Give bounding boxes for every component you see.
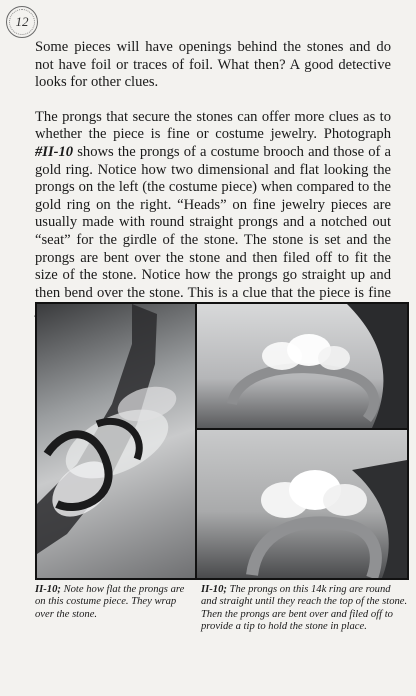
caption-label: II-10;: [201, 584, 227, 595]
photo-plate: [35, 302, 409, 580]
paragraph: [35, 39, 391, 92]
figure-captions: [35, 584, 409, 634]
text-segment: #II-10: [35, 143, 74, 160]
page-number: 12: [15, 14, 29, 29]
caption-right: [201, 584, 409, 634]
gold-ring-photo-bottom: [197, 430, 407, 578]
costume-brooch-photo: [37, 304, 195, 578]
caption-left: [35, 584, 195, 634]
caption-label: II-10;: [35, 584, 61, 595]
text-segment: Some pieces will have openings behind the stones and do not have foil or traces of foil. What then? A good detective looks for other clues.: [35, 39, 391, 91]
text-segment: The prongs that secure the stones can offer more clues as to whether the piece is fine or costume jewelry. Photograph: [35, 108, 391, 143]
caption-text: The prongs on this 14k ring are round and straight until they reach the top of the stone. Then the prongs are bent over and filed off to provide a tip to hold the stone in place.: [201, 584, 408, 633]
text-segment: shows the prongs of a costume brooch and those of a gold ring. Notice how two dimensional and flat looking the prongs on the left (the costume piece) when compared to the gold ring on the right. “Heads” on fine jewelry pieces are usually made with round straight prongs and a notched out “seat” for the girdle of the stone. The stone is set and the prongs are bent over the stone and then filed off to fit the size of the stone. Notice how the prongs go straight up and then bend over the stone. This is a clue that the piece is fine: [35, 143, 391, 301]
page-number-badge: [6, 6, 38, 38]
caption-text: Note how flat the prongs are on this costume piece. They wrap over the stone.: [35, 584, 185, 620]
gold-ring-photo-top: [197, 304, 407, 428]
